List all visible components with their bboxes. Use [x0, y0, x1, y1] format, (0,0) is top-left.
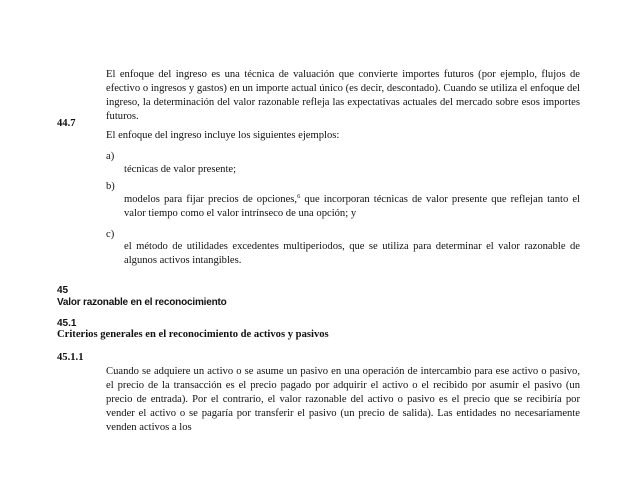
paragraph-45-1-1-text: Cuando se adquiere un activo o se asume un pasivo en una operación de intercambio para ese activo o pasivo, el precio de la transacción es el precio pagado por adquirir el activo o el recibido por asumir el pasivo (un precio de entrada). Por el contrario, el valor razonable del activo o pasivo es el precio que se recibiría por vender el activo o se pagaría por transferir el pasivo (un precio de salida). Las entidades no necesariamente venden activos a los — [106, 366, 580, 433]
list-item-b — [124, 193, 580, 221]
paragraph-44-6-continuation: El enfoque del ingreso es una técnica de valuación que convierte importes futuros (por ejemplo, flujos de efectivo o ingresos y gastos) en un importe actual único (es decir, descontado). Cuando se utiliza el enfoque del ingreso, la determinación del valor razonable refleja las expectativas actuales del mercado sobre esos importes futuros. — [106, 69, 580, 122]
section-number-45-1: 45.1 — [57, 318, 77, 329]
list-label-c: c) — [106, 229, 115, 240]
list-item-a: técnicas de valor presente; — [124, 164, 237, 175]
list-item-b-text-start: modelos para fijar precios de opciones, — [124, 194, 298, 205]
paragraph-number-45-1-1: 45.1.1 — [57, 352, 84, 363]
section-title-45: Valor razonable en el reconocimiento — [57, 297, 227, 308]
list-item-c: el método de utilidades excedentes multiperiodos, que se utiliza para determinar el valor razonable de algunos activos intangibles. — [124, 241, 580, 266]
paragraph-44-7-text: El enfoque del ingreso incluye los siguientes ejemplos: — [106, 130, 340, 141]
footnote-reference[interactable]: 6 — [297, 193, 301, 200]
list-item-b-text-end: que incorporan técnicas de valor presente que reflejan tanto el valor tiempo como el valor intrínseco de una opción; y — [124, 194, 580, 219]
list-label-b: b) — [106, 181, 115, 192]
list-label-a: a) — [106, 151, 115, 162]
section-number-45: 45 — [57, 285, 69, 296]
section-title-45-1: Criterios generales en el reconocimiento de activos y pasivos — [57, 329, 329, 340]
paragraph-number-44-7: 44.7 — [57, 118, 76, 129]
